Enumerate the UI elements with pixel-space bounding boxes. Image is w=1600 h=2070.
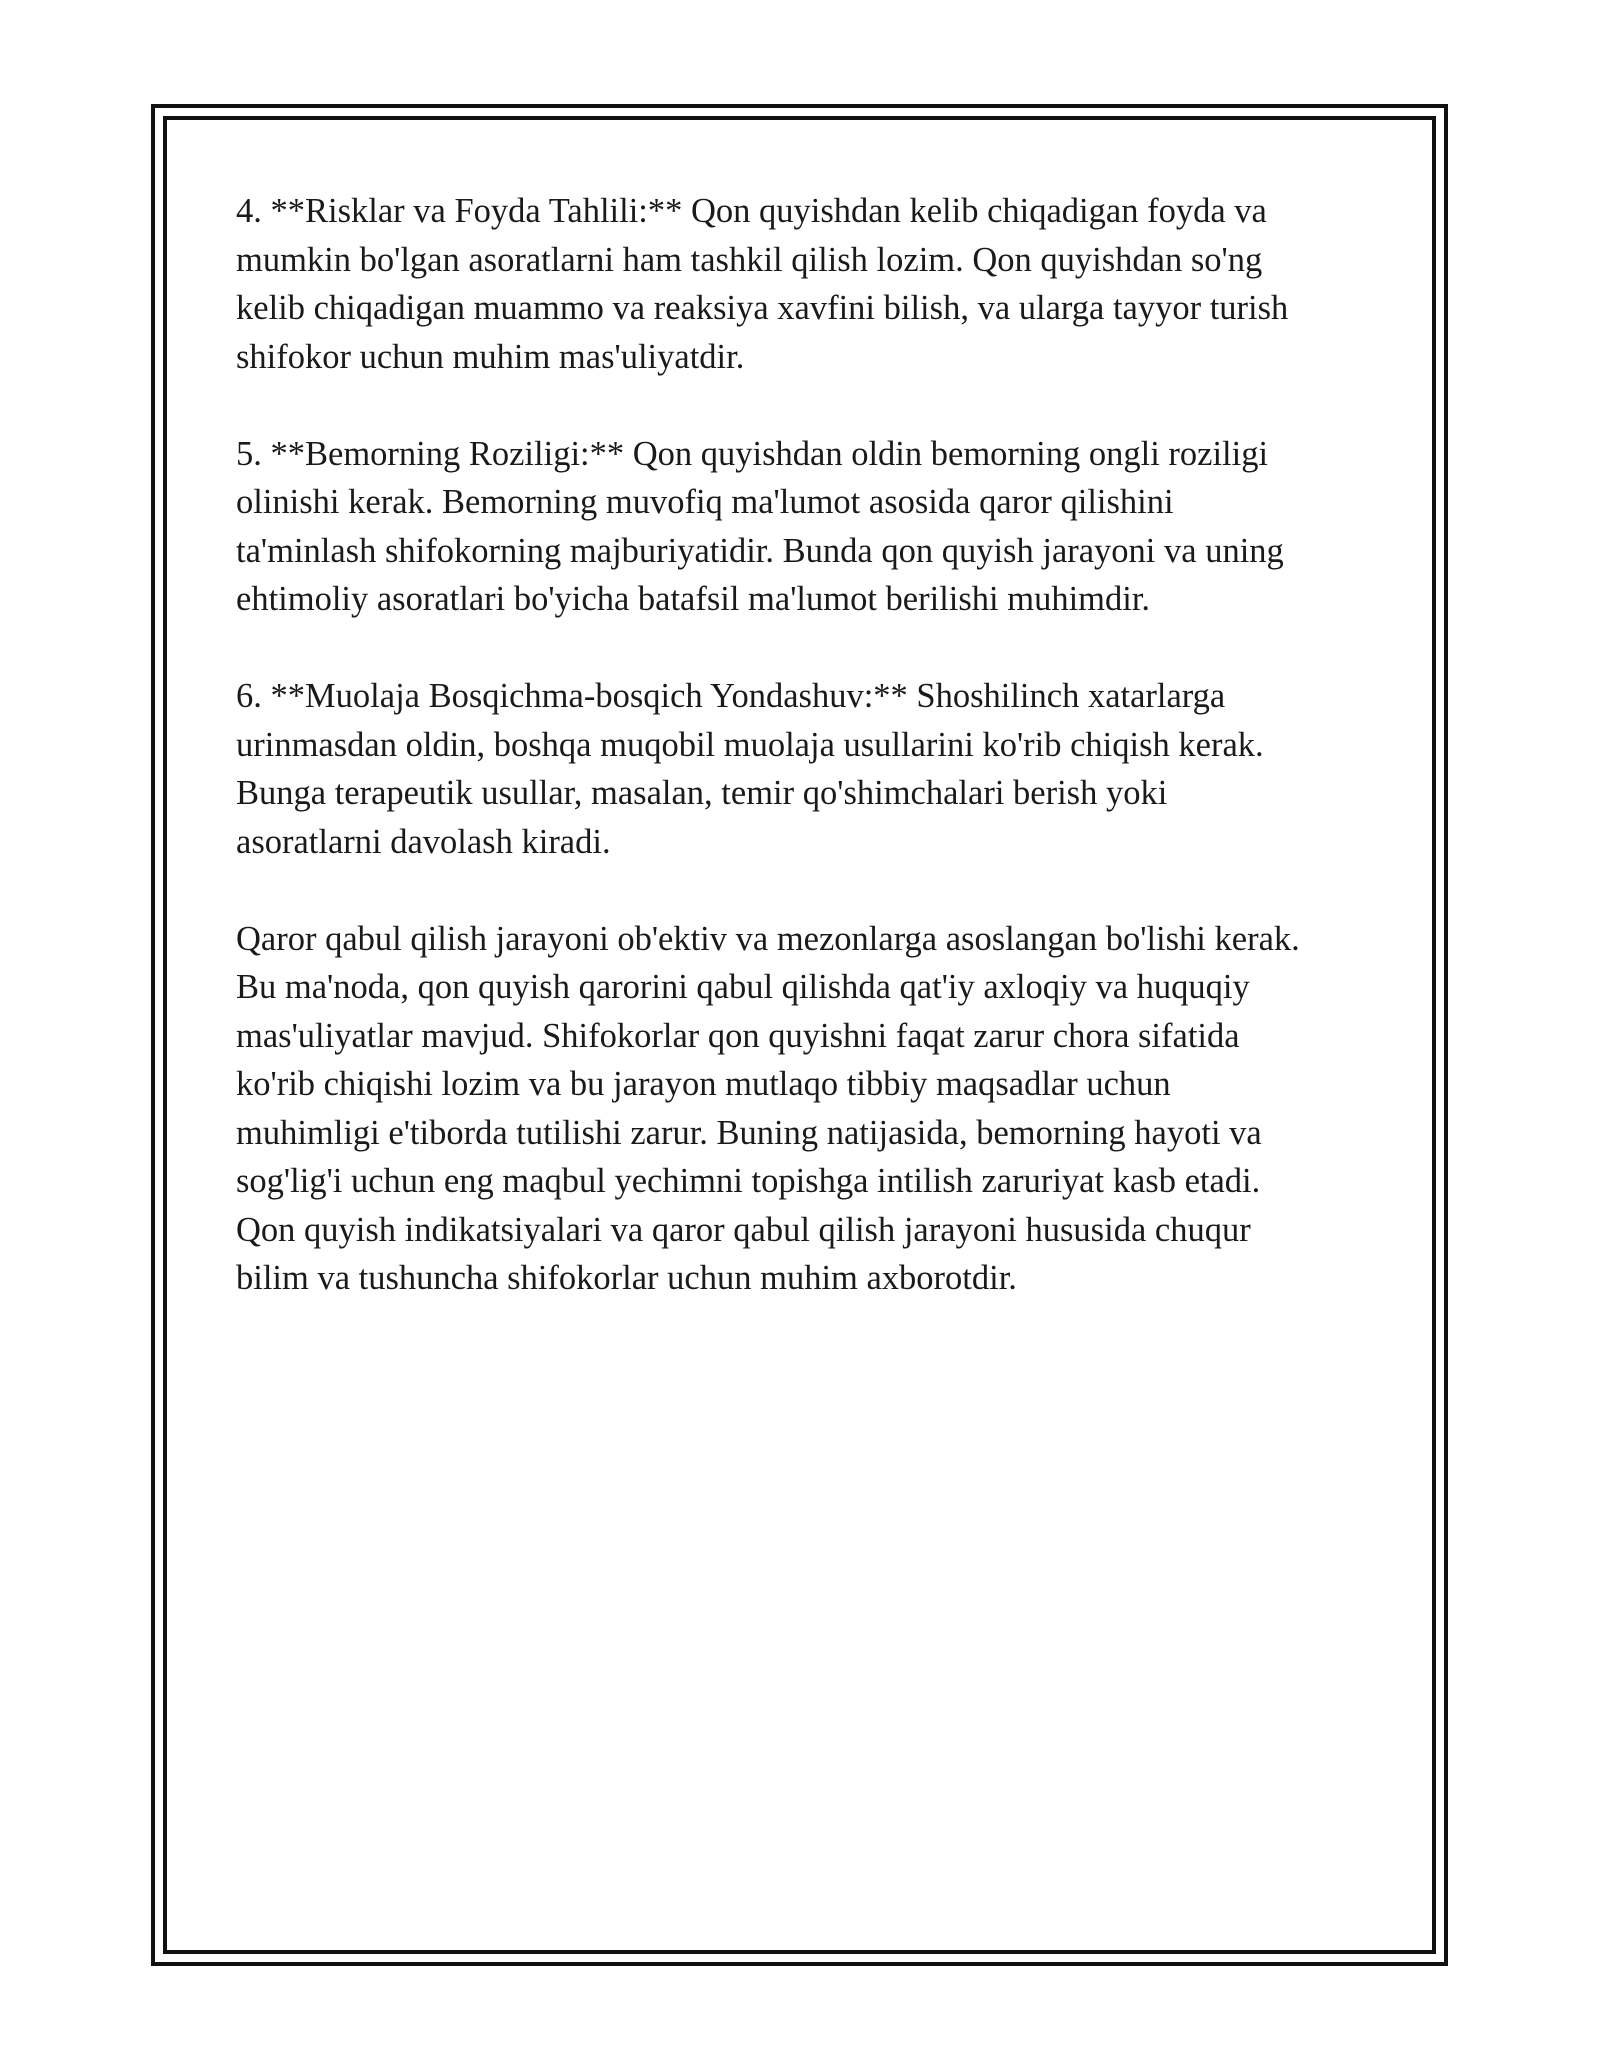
text-line: 6. **Muolaja Bosqichma-bosqich Yondashuv:** Shoshilinch xatarlarga [236, 677, 1226, 715]
text-line: asoratlarni davolash kiradi. [236, 822, 611, 861]
text-line: kelib chiqadigan muammo va reaksiya xavfini bilish, va ularga tayyor turish [236, 289, 1289, 327]
text-line: Bu ma'noda, qon quyish qarorini qabul qilishda qat'iy axloqiy va huquqiy [236, 968, 1250, 1006]
text-line: ehtimoliy asoratlari bo'yicha batafsil ma'lumot berilishi muhimdir. [236, 580, 1151, 618]
text-line: ko'rib chiqishi lozim va bu jarayon mutlaqo tibbiy maqsadlar uchun [236, 1065, 1171, 1103]
text-line: Qaror qabul qilish jarayoni ob'ektiv va mezonlarga asoslangan bo'lishi kerak. [236, 919, 1300, 958]
text-line: 5. **Bemorning Roziligi:** Qon quyishdan oldin bemorning ongli roziligi [236, 434, 1269, 473]
text-line: shifokor uchun muhim mas'uliyatdir. [236, 337, 745, 376]
text-line: muhimligi e'tiborda tutilishi zarur. Buning natijasida, bemorning hayoti va [236, 1113, 1262, 1152]
paragraph-stepwise-approach [236, 672, 1381, 866]
text-line: urinmasdan oldin, boshqa muqobil muolaja usullarini ko'rib chiqish kerak. [236, 725, 1264, 764]
text-line: mas'uliyatlar mavjud. Shifokorlar qon quyishni faqat zarur chora sifatida [236, 1016, 1240, 1055]
text-line: sog'lig'i uchun eng maqbul yechimni topishga intilish zaruriyat kasb etadi. [236, 1162, 1261, 1200]
text-line: Bunga terapeutik usullar, masalan, temir qo'shimchalari berish yoki [236, 774, 1168, 812]
text-line: olinishi kerak. Bemorning muvofiq ma'lumot asosida qaror qilishini [236, 483, 1174, 521]
paragraph-conclusion [236, 915, 1381, 1303]
text-line: mumkin bo'lgan asoratlarni ham tashkil qilish lozim. Qon quyishdan so'ng [236, 240, 1263, 279]
paragraph-patient-consent [236, 430, 1381, 624]
text-line: bilim va tushuncha shifokorlar uchun muhim axborotdir. [236, 1259, 1017, 1297]
text-line: Qon quyish indikatsiyalari va qaror qabul qilish jarayoni hususida chuqur [236, 1210, 1251, 1249]
document-body [236, 187, 1381, 1351]
text-line: 4. **Risklar va Foyda Tahlili:** Qon quyishdan kelib chiqadigan foyda va [236, 192, 1267, 230]
paragraph-risks-benefits [236, 187, 1381, 381]
text-line: ta'minlash shifokorning majburiyatidir. Bunda qon quyish jarayoni va uning [236, 531, 1284, 570]
